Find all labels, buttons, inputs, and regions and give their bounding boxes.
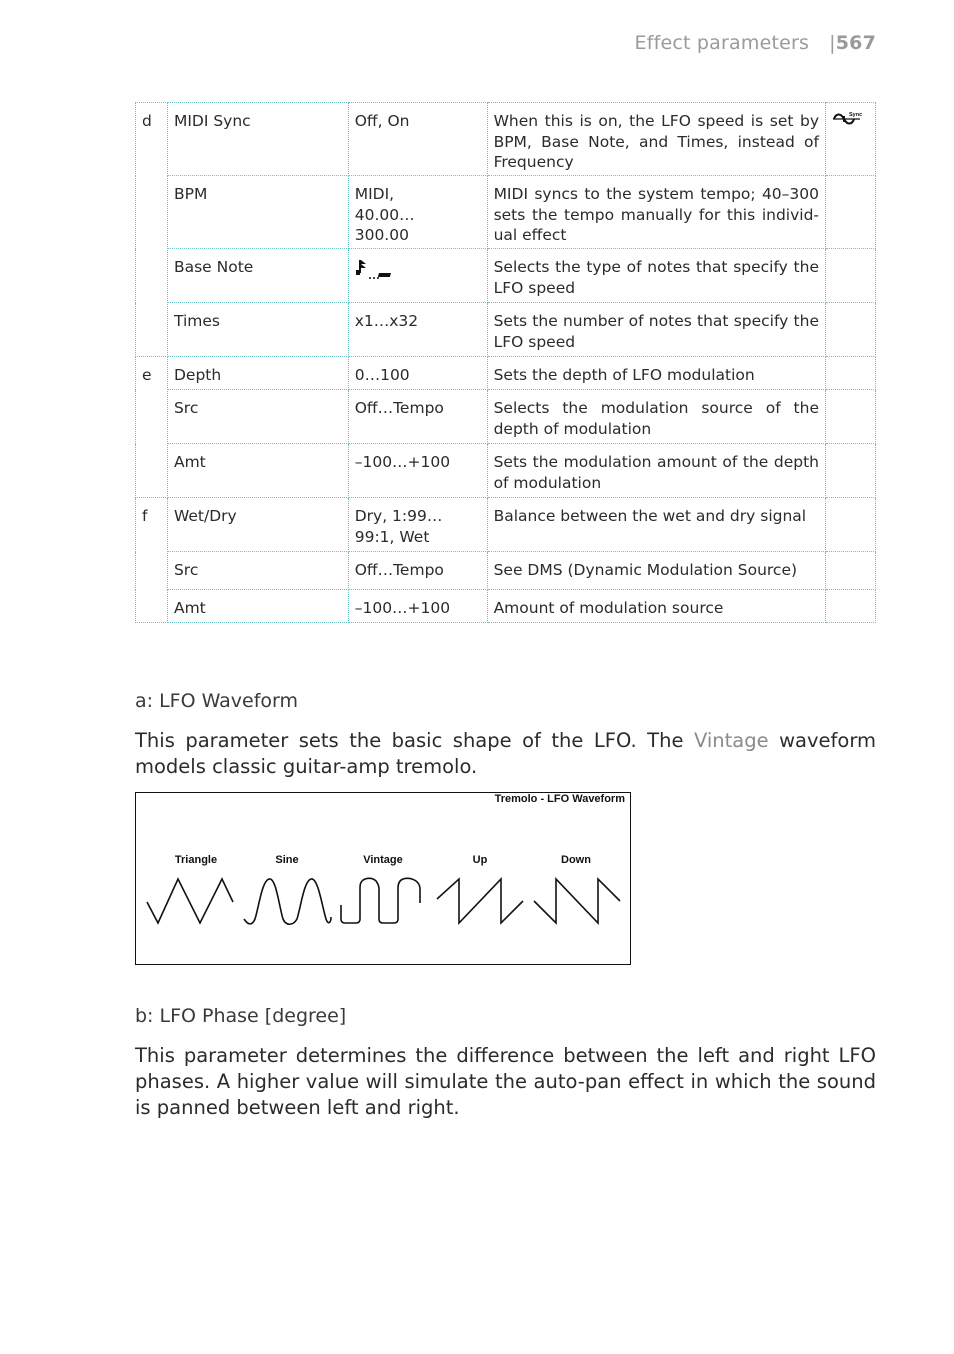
param-description: Selects the modulation source of the depth of modulation: [487, 390, 825, 444]
param-description: Sets the modulation amount of the depth of modulation: [487, 444, 825, 498]
sine-wave: [244, 879, 331, 924]
icon-cell: [826, 390, 876, 444]
icon-cell: [826, 552, 876, 590]
param-name: Amt: [167, 590, 348, 623]
param-name: Depth: [167, 357, 348, 390]
icon-cell: [826, 176, 876, 249]
table-row: [136, 357, 876, 390]
page-number: 567: [835, 32, 876, 54]
param-name: Src: [167, 552, 348, 590]
param-name: Amt: [167, 444, 348, 498]
icon-cell: [826, 590, 876, 623]
table-row: [136, 390, 876, 444]
section-a-text-before: This parameter sets the basic shape of the LFO. The: [135, 729, 694, 752]
param-value: Off…Tempo: [348, 390, 487, 444]
param-value: –100…+100: [348, 590, 487, 623]
param-description: MIDI syncs to the system tempo; 40–300 sets the tempo manually for this individual effect: [487, 176, 825, 249]
icon-cell: [826, 444, 876, 498]
section-a-paragraph: [135, 728, 876, 780]
section-a-title: a: LFO Waveform: [135, 690, 299, 712]
page-header: [635, 32, 877, 54]
triangle-wave: [147, 879, 233, 923]
note-range-icon: [355, 258, 399, 288]
param-name: Wet/Dry: [167, 498, 348, 552]
waveform-drawings: [136, 793, 629, 963]
row-key: e: [136, 357, 168, 498]
section-b-title: b: LFO Phase [degree]: [135, 1005, 347, 1027]
sync-icon-label: Sync: [849, 112, 862, 118]
row-key: f: [136, 498, 168, 623]
figure-title: Tremolo - LFO Waveform: [494, 793, 625, 805]
section-b-paragraph: This parameter determines the difference between the left and right LFO phases. A higher value will simulate the auto-pan effect in which the sound is panned between left and right.: [135, 1044, 876, 1119]
icon-cell: [826, 498, 876, 552]
lfo-waveform-figure: [135, 792, 631, 965]
header-section-title: Effect parameters: [634, 32, 810, 54]
param-description: Balance between the wet and dry signal: [487, 498, 825, 552]
param-description: When this is on, the LFO speed is set by BPM, Base Note, and Times, instead of Frequency: [487, 103, 825, 176]
param-value: –100…+100: [348, 444, 487, 498]
param-value: 0…100: [348, 357, 487, 390]
parameter-table: [135, 102, 876, 623]
waveform-label-down: Down: [561, 854, 591, 866]
param-description: Sets the number of notes that specify the LFO speed: [487, 303, 825, 357]
icon-cell: [826, 303, 876, 357]
param-value: Dry, 1:99…99:1, Wet: [348, 498, 487, 552]
icon-cell: [826, 249, 876, 303]
param-description: Amount of modulation source: [487, 590, 825, 623]
param-value: [348, 249, 487, 303]
vintage-wave: [341, 878, 420, 923]
param-value: Off…Tempo: [348, 552, 487, 590]
param-description: Sets the depth of LFO modulation: [487, 357, 825, 390]
table-row: [136, 552, 876, 590]
icon-cell: [826, 357, 876, 390]
table-row: [136, 176, 876, 249]
table-row: [136, 498, 876, 552]
waveform-label-sine: Sine: [275, 854, 299, 866]
param-value: MIDI, 40.00… 300.00: [348, 176, 487, 249]
table-row: [136, 444, 876, 498]
param-name: Times: [167, 303, 348, 357]
sync-icon: [832, 110, 862, 132]
up-wave: [437, 879, 523, 923]
param-description: Selects the type of notes that specify the LFO speed: [487, 249, 825, 303]
param-name: BPM: [167, 176, 348, 249]
table-row: [136, 249, 876, 303]
waveform-label-triangle: Triangle: [174, 854, 218, 866]
table-row: [136, 303, 876, 357]
table-row: [136, 103, 876, 176]
param-value: x1…x32: [348, 303, 487, 357]
param-description: See DMS (Dynamic Modulation Source): [487, 552, 825, 590]
header-separator: |: [829, 32, 836, 54]
param-value: Off, On: [348, 103, 487, 176]
icon-cell: [826, 103, 876, 176]
table-row: [136, 590, 876, 623]
param-name: Base Note: [167, 249, 348, 303]
row-key: d: [136, 103, 168, 357]
param-name: MIDI Sync: [167, 103, 348, 176]
down-wave: [534, 879, 620, 923]
waveform-label-up: Up: [472, 854, 488, 866]
section-a-text-after: waveform models classic guitar-amp tremolo.: [135, 729, 876, 778]
waveform-label-vintage: Vintage: [363, 854, 403, 866]
param-name: Src: [167, 390, 348, 444]
vintage-highlight: Vintage: [693, 729, 769, 752]
